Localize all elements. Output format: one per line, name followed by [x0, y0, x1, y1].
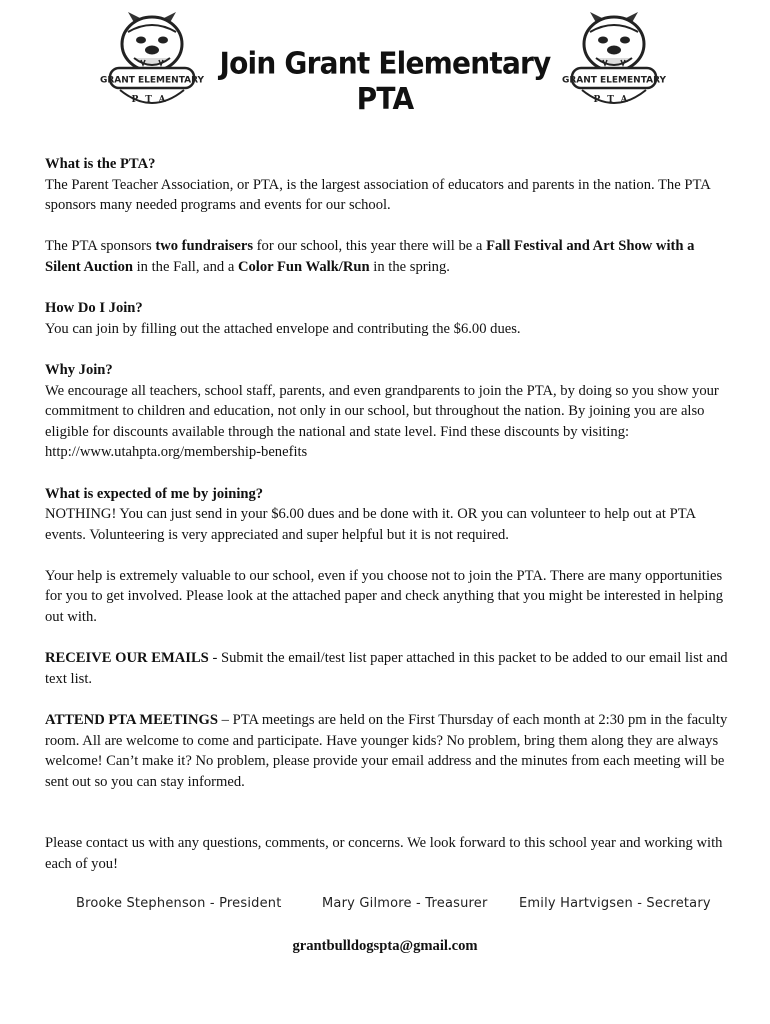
- signature-treasurer: Mary Gilmore - Treasurer: [322, 896, 488, 911]
- section-text: Your help is extremely valuable to our school, even if you choose not to join the PTA. There are many opportunities for you to get involved. Please look at the attached paper and check anything that you might be interested in helping out with.: [45, 567, 724, 626]
- svg-text:PTA: PTA: [131, 95, 173, 105]
- signature-secretary: Emily Hartvigsen - Secretary: [519, 896, 711, 911]
- section-text: NOTHING! You can just send in your $6.00 dues and be done with it. OR you can volunteer to help out at PTA events. Volunteering is very appreciated and super helpful but it is not required.: [45, 506, 696, 543]
- signature-president: Brooke Stephenson - President: [76, 896, 282, 911]
- signature-row: [0, 896, 770, 918]
- letter-body: [45, 154, 729, 895]
- section-heading: What is the PTA?: [45, 156, 156, 172]
- page-title: Join Grant Elementary PTA: [219, 45, 551, 117]
- section-text: You can join by filling out the attached envelope and contributing the $6.00 dues.: [45, 320, 521, 337]
- fundraiser-text: in the Fall, and a: [132, 258, 238, 275]
- contact-email: grantbulldogspta@gmail.com: [292, 938, 478, 954]
- section-text: - Submit the email/test list paper attached in this packet to be added to our email list and text list.: [45, 650, 728, 687]
- section-text: Please contact us with any questions, comments, or concerns. We look forward to this school year and working with each of you!: [45, 835, 723, 872]
- bulldog-logo-right: [561, 8, 667, 112]
- section-heading: What is expected of me by joining?: [45, 485, 264, 502]
- fundraiser-text: in the spring.: [369, 258, 450, 275]
- section-heading: How Do I Join?: [45, 300, 143, 317]
- fundraiser-text: for our school, this year there will be a: [253, 238, 487, 255]
- svg-text:PTA: PTA: [593, 95, 635, 105]
- svg-text:GRANT ELEMENTARY: GRANT ELEMENTARY: [99, 75, 205, 86]
- section-receive-emails: [45, 648, 729, 689]
- section-help: [45, 566, 729, 628]
- fundraiser-highlight: two fundraisers: [155, 238, 254, 255]
- fundraiser-highlight: Color Fun Walk/Run: [237, 258, 370, 275]
- section-text: – PTA meetings are held on the First Thursday of each month at 2:30 pm in the faculty room. All are welcome to come and participate. Have younger kids? No problem, bring them along they are always welcome! Can’t make it? No problem, please provide your email address and the minutes from each meeting will be sent out so you can stay informed.: [45, 712, 728, 790]
- section-text: We encourage all teachers, school staff, parents, and even grandparents to join the PTA, by doing so you show your commitment to children and education, not only in our school, but throughout the nation. By joining you are also eligible for discounts available through the national and state level. Find these discounts by visiting: http://www.utahpta.org/membership-benefits: [45, 382, 719, 461]
- svg-text:GRANT ELEMENTARY: GRANT ELEMENTARY: [561, 75, 667, 86]
- section-text: The Parent Teacher Association, or PTA, is the largest association of educators and parents in the nation. The PTA sponsors many needed programs and events for our school.: [45, 176, 710, 214]
- section-how-to-join: [45, 298, 729, 339]
- section-contact: [45, 833, 729, 874]
- section-why-join: [45, 360, 729, 463]
- fundraiser-text: The PTA sponsors: [45, 238, 156, 255]
- section-heading: RECEIVE OUR EMAILS: [45, 650, 209, 667]
- section-heading: ATTEND PTA MEETINGS: [45, 712, 218, 729]
- section-attend-meetings: [45, 710, 729, 792]
- section-expected: [45, 484, 729, 546]
- section-fundraisers: [45, 236, 729, 277]
- fundraiser-highlight: Fall Festival and Art Show with a Silent Auction: [45, 238, 695, 275]
- section-what-is-pta: [45, 154, 729, 216]
- bulldog-logo-left: [99, 8, 205, 112]
- section-heading: Why Join?: [45, 361, 113, 378]
